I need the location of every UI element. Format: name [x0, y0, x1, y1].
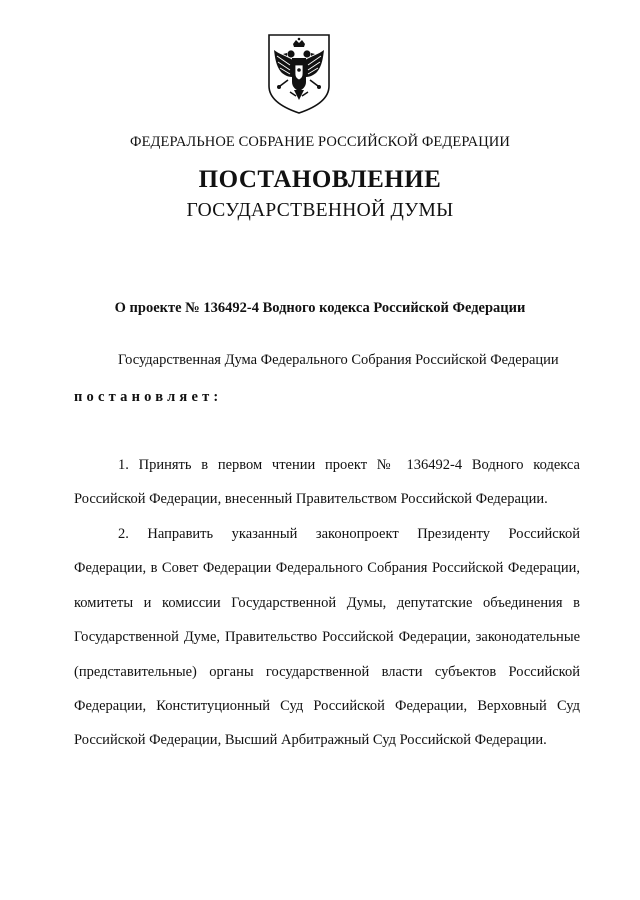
document-type: ПОСТАНОВЛЕНИЕ [198, 166, 442, 193]
assembly-title: ФЕДЕРАЛЬНОЕ СОБРАНИЕ РОССИЙСКОЙ ФЕДЕРАЦИИ [130, 134, 510, 150]
document-subject: О проекте № 136492-4 Водного кодекса Российской Федерации [114, 300, 526, 316]
preamble: Государственная Дума Федерального Собрания Российской Федерации [118, 352, 559, 368]
russian-coat-of-arms-icon [266, 32, 332, 116]
paragraph-1: 1. Принять в первом чтении проект № 136492-4 Водного кодекса Российской Федерации, внесенный Правительством Российской Федерации. [74, 457, 580, 508]
resolves-word: постановляет: [74, 389, 223, 405]
paragraph-2: 2. Направить указанный законопроект Президенту Российской Федерации, в Совет Федерации Федерального Собрания Российской Федерации, комитеты и комиссии Государственной Думы, депутатские объединения в Государственной Думе, Правительство Российской Федерации, законодательные (представительные) органы государственной власти субъектов Российской Федерации, Конституционный Суд Российской Федерации, Верховный Суд Российской Федерации, Высший Арбитражный Суд Российской Федерации. [74, 526, 580, 749]
document-issuer: ГОСУДАРСТВЕННОЙ ДУМЫ [186, 200, 454, 221]
